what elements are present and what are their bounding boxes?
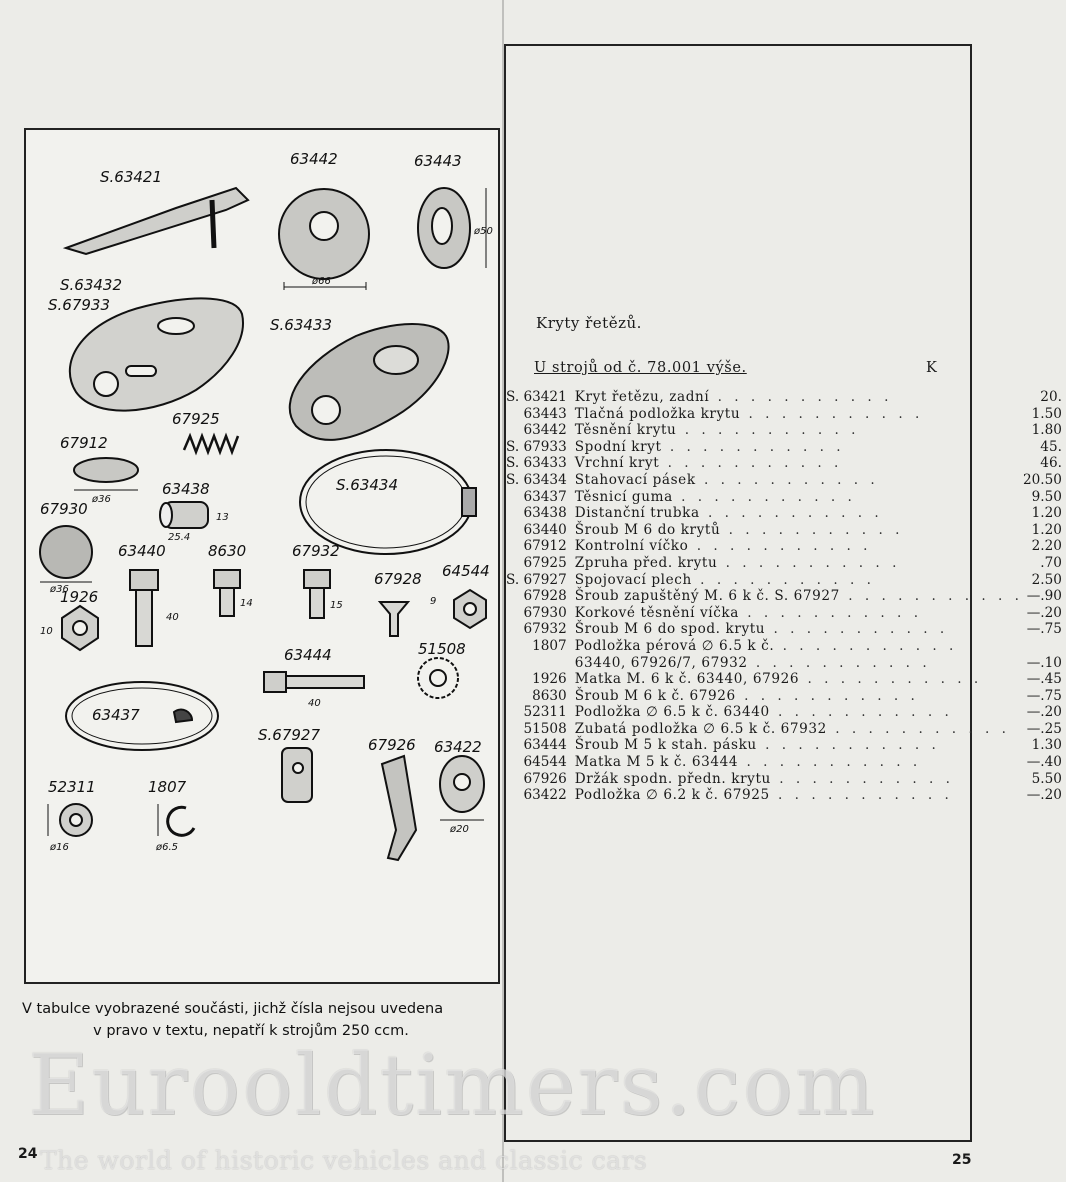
caption-line-2: v pravo v textu, nepatří k strojům 250 ccm.: [93, 1023, 409, 1039]
label-67932: 67932: [292, 542, 340, 560]
lower-guard-part: [70, 298, 243, 410]
table-row: [506, 505, 1066, 522]
parts-illustration: [26, 130, 502, 986]
part-price: 45.: [1040, 438, 1062, 455]
table-row: [506, 655, 1066, 672]
dot-leader: . . . . . . . . . . .: [774, 637, 958, 654]
dot-leader: . . . . . . . . . . .: [735, 687, 919, 704]
part-description: Šroub M 6 k č. 67926 . . . . . . . . . . .: [574, 687, 919, 704]
part-price: —.20: [1026, 604, 1062, 621]
part-price: —.10: [1026, 654, 1062, 671]
part-price: 1.20: [1031, 505, 1062, 522]
dot-leader: . . . . . . . . . . .: [709, 389, 893, 405]
dim-14: 14: [240, 598, 253, 609]
dot-leader: . . . . . . . . . . .: [688, 538, 872, 555]
watermark-tagline: The world of historic vehicles and classic cars: [40, 1146, 648, 1175]
table-row: [506, 489, 1066, 506]
dot-leader: . . . . . . . . . . .: [720, 521, 904, 538]
screw-63444-part: [264, 672, 286, 692]
part-description: Šroub M 6 do krytů . . . . . . . . . . .: [574, 521, 904, 538]
dot-leader: . . . . . . . . . . .: [676, 422, 860, 439]
part-description: Šroub M 6 do spod. krytu . . . . . . . . . . .: [574, 621, 949, 638]
part-description: Stahovací pásek . . . . . . . . . . .: [574, 471, 879, 488]
dot-leader: . . . . . . . . . . .: [740, 405, 924, 422]
part-price: —.75: [1026, 687, 1062, 704]
part-price: 1.80: [1031, 422, 1062, 439]
parts-price-list: [506, 389, 1066, 804]
dot-leader: . . . . . . . . . . .: [747, 654, 931, 671]
dim-66: ø66: [312, 276, 331, 287]
subheading: U strojů od č. 78.001 výše.: [534, 360, 747, 376]
part-description: Zpruha před. krytu . . . . . . . . . . .: [574, 554, 901, 571]
part-description: 63440, 67926/7, 67932 . . . . . . . . . . .: [574, 654, 931, 671]
table-row: [506, 389, 1066, 406]
part-description: Vrchní kryt . . . . . . . . . . .: [574, 455, 843, 472]
part-number: 67926: [523, 770, 567, 787]
table-row: [506, 721, 1066, 738]
connecting-plate-part: [282, 748, 312, 802]
part-number: 63444: [523, 737, 567, 754]
part-price: 2.50: [1031, 571, 1062, 588]
dot-leader: . . . . . . . . . . .: [769, 787, 953, 804]
dot-leader: . . . . . . . . . . .: [839, 588, 1023, 605]
part-description: Zubatá podložka ∅ 6.5 k č. 67932 . . . . . . . . . . .: [574, 720, 1010, 737]
part-description: Šroub M 5 k stah. pásku . . . . . . . . . . .: [574, 737, 940, 754]
dot-leader: . . . . . . . . . . .: [799, 671, 983, 688]
part-number: 67912: [523, 538, 567, 555]
label-63440: 63440: [118, 542, 166, 560]
strap-part: [300, 450, 472, 554]
part-description: Držák spodn. předn. krytu . . . . . . . . . . .: [574, 770, 954, 787]
part-number: 67932: [523, 621, 567, 638]
dot-leader: . . . . . . . . . . .: [826, 720, 1010, 737]
table-row: [506, 472, 1066, 489]
label-1807: 1807: [148, 778, 187, 796]
table-row: [506, 787, 1066, 804]
part-number: 63443: [523, 405, 567, 422]
label-s63433: S.63433: [270, 316, 333, 334]
part-price: 1.30: [1031, 737, 1062, 754]
table-row: [506, 771, 1066, 788]
part-number: 1807: [532, 637, 567, 654]
label-52311: 52311: [48, 778, 96, 796]
rubber-seal-part: [66, 682, 218, 750]
part-description: Podložka ∅ 6.5 k č. 63440 . . . . . . . . . . .: [574, 704, 953, 721]
parts-drawing: [24, 128, 500, 984]
part-description: Tlačná podložka krytu . . . . . . . . . . .: [574, 405, 924, 422]
part-number: 8630: [532, 687, 567, 704]
dim-9: 9: [430, 596, 437, 607]
label-51508: 51508: [418, 640, 466, 658]
toothed-washer-part: [418, 658, 458, 698]
table-row: [506, 572, 1066, 589]
spring-washer-part: [168, 807, 194, 835]
section-title: Kryty řetězů.: [536, 314, 642, 332]
part-number: 67928: [523, 588, 567, 605]
part-description: Šroub zapuštěný M. 6 k č. S. 67927 . . . . . . . . . . .: [574, 588, 1023, 605]
table-row: [506, 538, 1066, 555]
dot-leader: . . . . . . . . . . .: [672, 488, 856, 505]
label-s67933: S.67933: [48, 296, 111, 314]
label-s63434: S.63434: [336, 476, 399, 494]
part-description: Matka M. 6 k č. 63440, 67926 . . . . . . . . . . .: [574, 671, 983, 688]
dim-10: 10: [40, 626, 53, 637]
parts-list-body: [506, 389, 1066, 804]
cork-seal-part: [40, 526, 92, 578]
dot-leader: . . . . . . . . . . .: [661, 438, 845, 455]
table-row: [506, 406, 1066, 423]
part-description: Distanční trubka . . . . . . . . . . .: [574, 505, 883, 522]
part-description: Spojovací plech . . . . . . . . . . .: [574, 571, 875, 588]
part-description: Podložka pérová ∅ 6.5 k č. . . . . . . . . . . .: [574, 637, 958, 654]
label-67926: 67926: [368, 736, 416, 754]
countersunk-screw-part: [380, 602, 408, 636]
dim-25: 25.4: [168, 532, 191, 543]
dot-leader: . . . . . . . . . . .: [738, 604, 923, 621]
table-row: [506, 522, 1066, 539]
dot-leader: . . . . . . . . . . .: [699, 505, 883, 522]
part-number: 67930: [523, 604, 567, 621]
part-price: 2.20: [1031, 538, 1062, 555]
part-price: —.20: [1026, 787, 1062, 804]
table-row: [506, 455, 1066, 472]
dim-20: ø20: [450, 824, 469, 835]
dim-15: 15: [330, 600, 343, 611]
label-63443: 63443: [414, 152, 462, 170]
dim-65: ø6.5: [156, 842, 179, 853]
dim-36: ø36: [92, 494, 111, 505]
bolt-63440-part: [130, 570, 158, 590]
label-63442: 63442: [290, 150, 338, 168]
part-price: —.25: [1026, 720, 1062, 737]
part-price: 1.20: [1031, 521, 1062, 538]
page-number-right: 25: [952, 1152, 972, 1168]
dim-13: 13: [216, 512, 229, 523]
label-63422: 63422: [434, 738, 482, 756]
label-67925: 67925: [172, 410, 220, 428]
part-description: Podložka ∅ 6.2 k č. 67925 . . . . . . . . . . .: [574, 787, 953, 804]
part-price: 5.50: [1031, 770, 1062, 787]
dim-16: ø16: [50, 842, 69, 853]
spring-part: [184, 436, 238, 452]
bolt-8630-part: [214, 570, 240, 588]
part-description: Spodní kryt . . . . . . . . . . .: [574, 438, 845, 455]
dot-leader: . . . . . . . . . . .: [765, 621, 949, 638]
label-67912: 67912: [60, 434, 108, 452]
caption-line-1: V tabulce vyobrazené součásti, jichž čísla nejsou uvedena: [22, 1001, 444, 1017]
bolt-67932-part: [304, 570, 330, 588]
table-row: [506, 737, 1066, 754]
part-number: 63440: [523, 521, 567, 538]
label-63444: 63444: [284, 646, 332, 664]
part-price: 9.50: [1031, 488, 1062, 505]
label-1926: 1926: [60, 588, 99, 606]
part-description: Kryt řetězu, zadní . . . . . . . . . . .: [574, 389, 893, 405]
label-s63421: S.63421: [100, 168, 163, 186]
label-s67927: S.67927: [258, 726, 321, 744]
part-number: 1926: [532, 671, 567, 688]
currency-header: K: [926, 360, 937, 376]
table-row: [506, 439, 1066, 456]
part-price: 46.: [1040, 455, 1062, 472]
watermark-logo: Eurooldtimers.com: [28, 1036, 877, 1134]
table-row: [506, 754, 1066, 771]
part-price: [1023, 638, 1066, 655]
dim-40b: 40: [308, 698, 321, 709]
part-price: —.20: [1026, 704, 1062, 721]
part-number: 63442: [523, 422, 567, 439]
part-price: .70: [1040, 554, 1062, 571]
part-price: —.40: [1026, 754, 1062, 771]
part-number: 52311: [523, 704, 567, 721]
table-row: [506, 671, 1066, 688]
page-number-left: 24: [18, 1146, 38, 1162]
dot-leader: . . . . . . . . . . .: [659, 455, 843, 472]
part-price: —.45: [1026, 671, 1062, 688]
part-number: 63437: [523, 488, 567, 505]
dot-leader: . . . . . . . . . . .: [769, 704, 953, 721]
part-number: 67925: [523, 554, 567, 571]
part-number: S. 63421: [506, 389, 567, 405]
holder-part: [382, 756, 416, 860]
part-number: S. 63433: [506, 455, 567, 472]
table-row: [506, 422, 1066, 439]
part-description: Korkové těsnění víčka . . . . . . . . . . .: [574, 604, 923, 621]
table-row: [506, 605, 1066, 622]
dot-leader: . . . . . . . . . . .: [738, 754, 922, 771]
dot-leader: . . . . . . . . . . .: [691, 571, 875, 588]
table-row: [506, 588, 1066, 605]
label-63437: 63437: [92, 706, 140, 724]
dot-leader: . . . . . . . . . . .: [717, 554, 901, 571]
label-67930: 67930: [40, 500, 88, 518]
label-63438: 63438: [162, 480, 210, 498]
part-number: S. 67933: [506, 438, 567, 455]
part-number: 51508: [523, 720, 567, 737]
dim-36b: ø36: [50, 584, 69, 595]
table-row: [506, 621, 1066, 638]
label-s63432: S.63432: [60, 276, 123, 294]
label-67928: 67928: [374, 570, 422, 588]
dot-leader: . . . . . . . . . . .: [770, 770, 954, 787]
dot-leader: . . . . . . . . . . .: [695, 471, 879, 488]
part-number: 63422: [523, 787, 567, 804]
part-number: S. 63434: [506, 471, 567, 488]
table-row: [506, 688, 1066, 705]
label-64544: 64544: [442, 562, 490, 580]
table-row: [506, 704, 1066, 721]
control-lid-part: [74, 458, 138, 482]
part-price: 20.: [1040, 389, 1062, 405]
table-row: [506, 555, 1066, 572]
dim-50: ø50: [474, 226, 493, 237]
part-number: [506, 655, 575, 672]
part-price: 1.50: [1031, 405, 1062, 422]
part-description: Těsnicí guma . . . . . . . . . . .: [574, 488, 856, 505]
part-description: Těsnění krytu . . . . . . . . . . .: [574, 422, 860, 439]
part-price: —.90: [1026, 588, 1062, 605]
table-row: [506, 638, 1066, 655]
part-number: S. 67927: [506, 571, 567, 588]
upper-guard-part: [290, 324, 449, 440]
part-description: Kontrolní víčko . . . . . . . . . . .: [574, 538, 872, 555]
part-price: 20.50: [1023, 471, 1062, 488]
part-number: 63438: [523, 505, 567, 522]
dim-40: 40: [166, 612, 179, 623]
label-8630: 8630: [208, 542, 247, 560]
part-price: —.75: [1026, 621, 1062, 638]
part-number: 64544: [523, 754, 567, 771]
dot-leader: . . . . . . . . . . .: [756, 737, 940, 754]
chain-guard-part: [66, 188, 248, 254]
part-description: Matka M 5 k č. 63444 . . . . . . . . . . .: [574, 754, 922, 771]
